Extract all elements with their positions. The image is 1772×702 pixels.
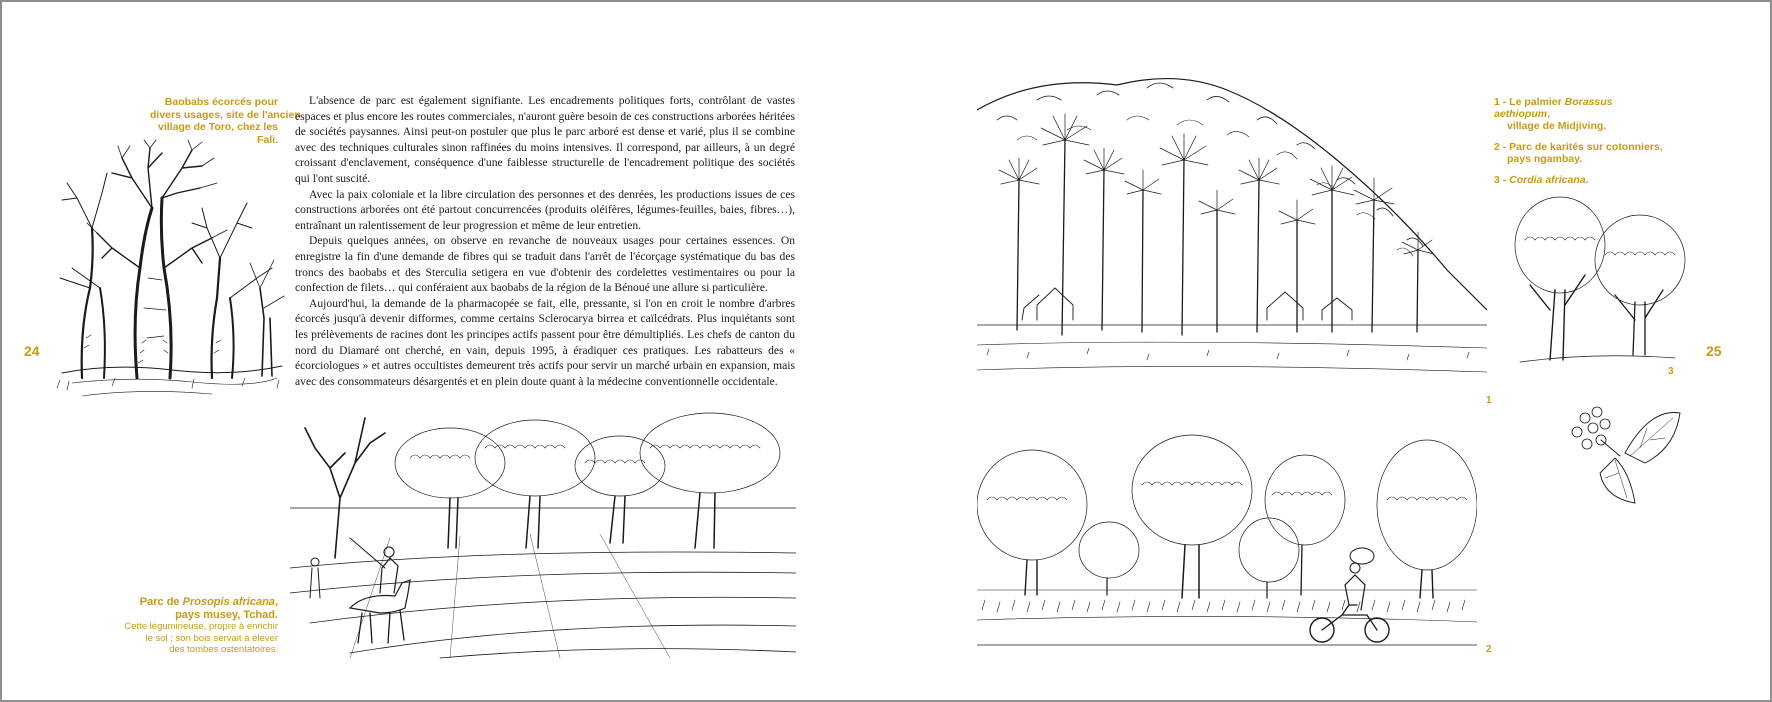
- paragraph: Avec la paix coloniale et la libre circulation des personnes et des denrées, les productions issues de ces constructions arborées ont été partout concurrencées (produits oléifères, légumes-feuilles, baies, fibres…), entraînant un ralentissement de leur progression et même de leur entretien.: [295, 187, 795, 232]
- karite-park-drawing: [977, 420, 1477, 652]
- legend-item-3: [1494, 174, 1664, 186]
- legend-text: pays ngambay.: [1507, 153, 1583, 165]
- caption-baobab-line: village de Toro, chez les Fali.: [157, 121, 278, 146]
- paragraph: L'absence de parc est également signifiante. Les encadrements politiques forts, contrôlant de vastes espaces et plus encore les routes commerciales, n'auront guère besoin de ces constructions arborées héritées de sociétés paysannes. Ainsi peut-on postuler que plus le parc arboré est dense et varié, plus il se combine avec des techniques culturales sinon raffinées du moins intensives. Il correspond, par ailleurs, à un degré croissant d'enclavement, conséquence d'une faiblesse structurelle de l'encadrement politique des sociétés qui l'ont suscité.: [295, 94, 795, 185]
- legend-item-1: [1494, 96, 1664, 132]
- caption-baobab-line: divers usages, site de l'ancien: [150, 108, 301, 121]
- legend-species: Borassus aethiopum: [1494, 96, 1613, 120]
- caption-prosopis-place: pays musey, Tchad.: [175, 608, 278, 621]
- prosopis-park-drawing: [290, 408, 796, 663]
- legend-text: ,: [1547, 108, 1551, 120]
- legend-text: 2 - Parc de karités sur cotonniers,: [1494, 141, 1663, 153]
- page-number-left: 24: [24, 343, 40, 359]
- baobab-drawing: [52, 138, 288, 408]
- caption-note-line: des tombes ostentatoires.: [169, 644, 278, 655]
- caption-prosopis-title-comma: ,: [274, 596, 278, 608]
- cordia-leaf-drawing: [1565, 398, 1685, 508]
- paragraph: Depuis quelques années, on observe en revanche de nouveaux usages pour certaines essences. On enregistre la fin d'une demande de fibres qui se traduit dans l'arrêt de l'écorçage systématique du bas des troncs des baobabs et des Sterculia setigera en vue d'obtenir des cordelettes vestimentaires ou pour la confection de filets… qui conféraient aux baobabs de la région de la Bénoué une allure si particulière.: [295, 234, 795, 295]
- legend-text: .: [1585, 174, 1589, 186]
- caption-prosopis-species: Prosopis africana: [182, 596, 275, 608]
- caption-prosopis-title: [120, 596, 278, 609]
- legend-text: village de Midjiving.: [1507, 120, 1607, 132]
- caption-baobab-line: Baobabs écorcés pour: [164, 96, 278, 108]
- legend-text: 1 - Le palmier: [1494, 96, 1565, 108]
- caption-note-line: Cette légumineuse, propre à enrichir: [124, 621, 278, 632]
- cordia-tree-drawing: [1505, 190, 1695, 385]
- legend-item-2: [1494, 141, 1664, 165]
- paragraph: Aujourd'hui, la demande de la pharmacopée se fait, elle, pressante, si l'on en croit le nombre d'arbres écorcés jusqu'à devenir difformes, comme certains Sclerocarya birrea et caïlcédrats. Plus inquiétants sont les prélèvements de racines dont les principes actifs passent pour être démultipliés. Les chefs de canton du nord du Diamaré ont cherché, en vain, depuis 1995, à éradiquer ces pratiques. Les rabatteurs des « écorciologues » et autres occultistes demeurent très actifs pour servir un marché urbain en expansion, mais avec des consommateurs désargentés et en plein doute quant à la médecine conventionnelle occidentale.: [295, 296, 795, 388]
- caption-prosopis-title-text: Parc de: [139, 596, 183, 608]
- legend-species: Cordia africana: [1509, 174, 1586, 186]
- legend-text: 3 -: [1494, 174, 1510, 186]
- body-text: [295, 93, 795, 389]
- figure-number-1: 1: [1486, 395, 1492, 406]
- figure-number-2: 2: [1486, 644, 1492, 655]
- page-number-right: 25: [1706, 343, 1722, 359]
- caption-note-line: le sol ; son bois servait à élever: [145, 632, 278, 644]
- caption-prosopis: [120, 596, 278, 656]
- caption-prosopis-note: [120, 621, 278, 656]
- borassus-palm-drawing: [977, 70, 1487, 390]
- figure-number-3: 3: [1668, 366, 1674, 377]
- figure-legend: [1494, 96, 1664, 195]
